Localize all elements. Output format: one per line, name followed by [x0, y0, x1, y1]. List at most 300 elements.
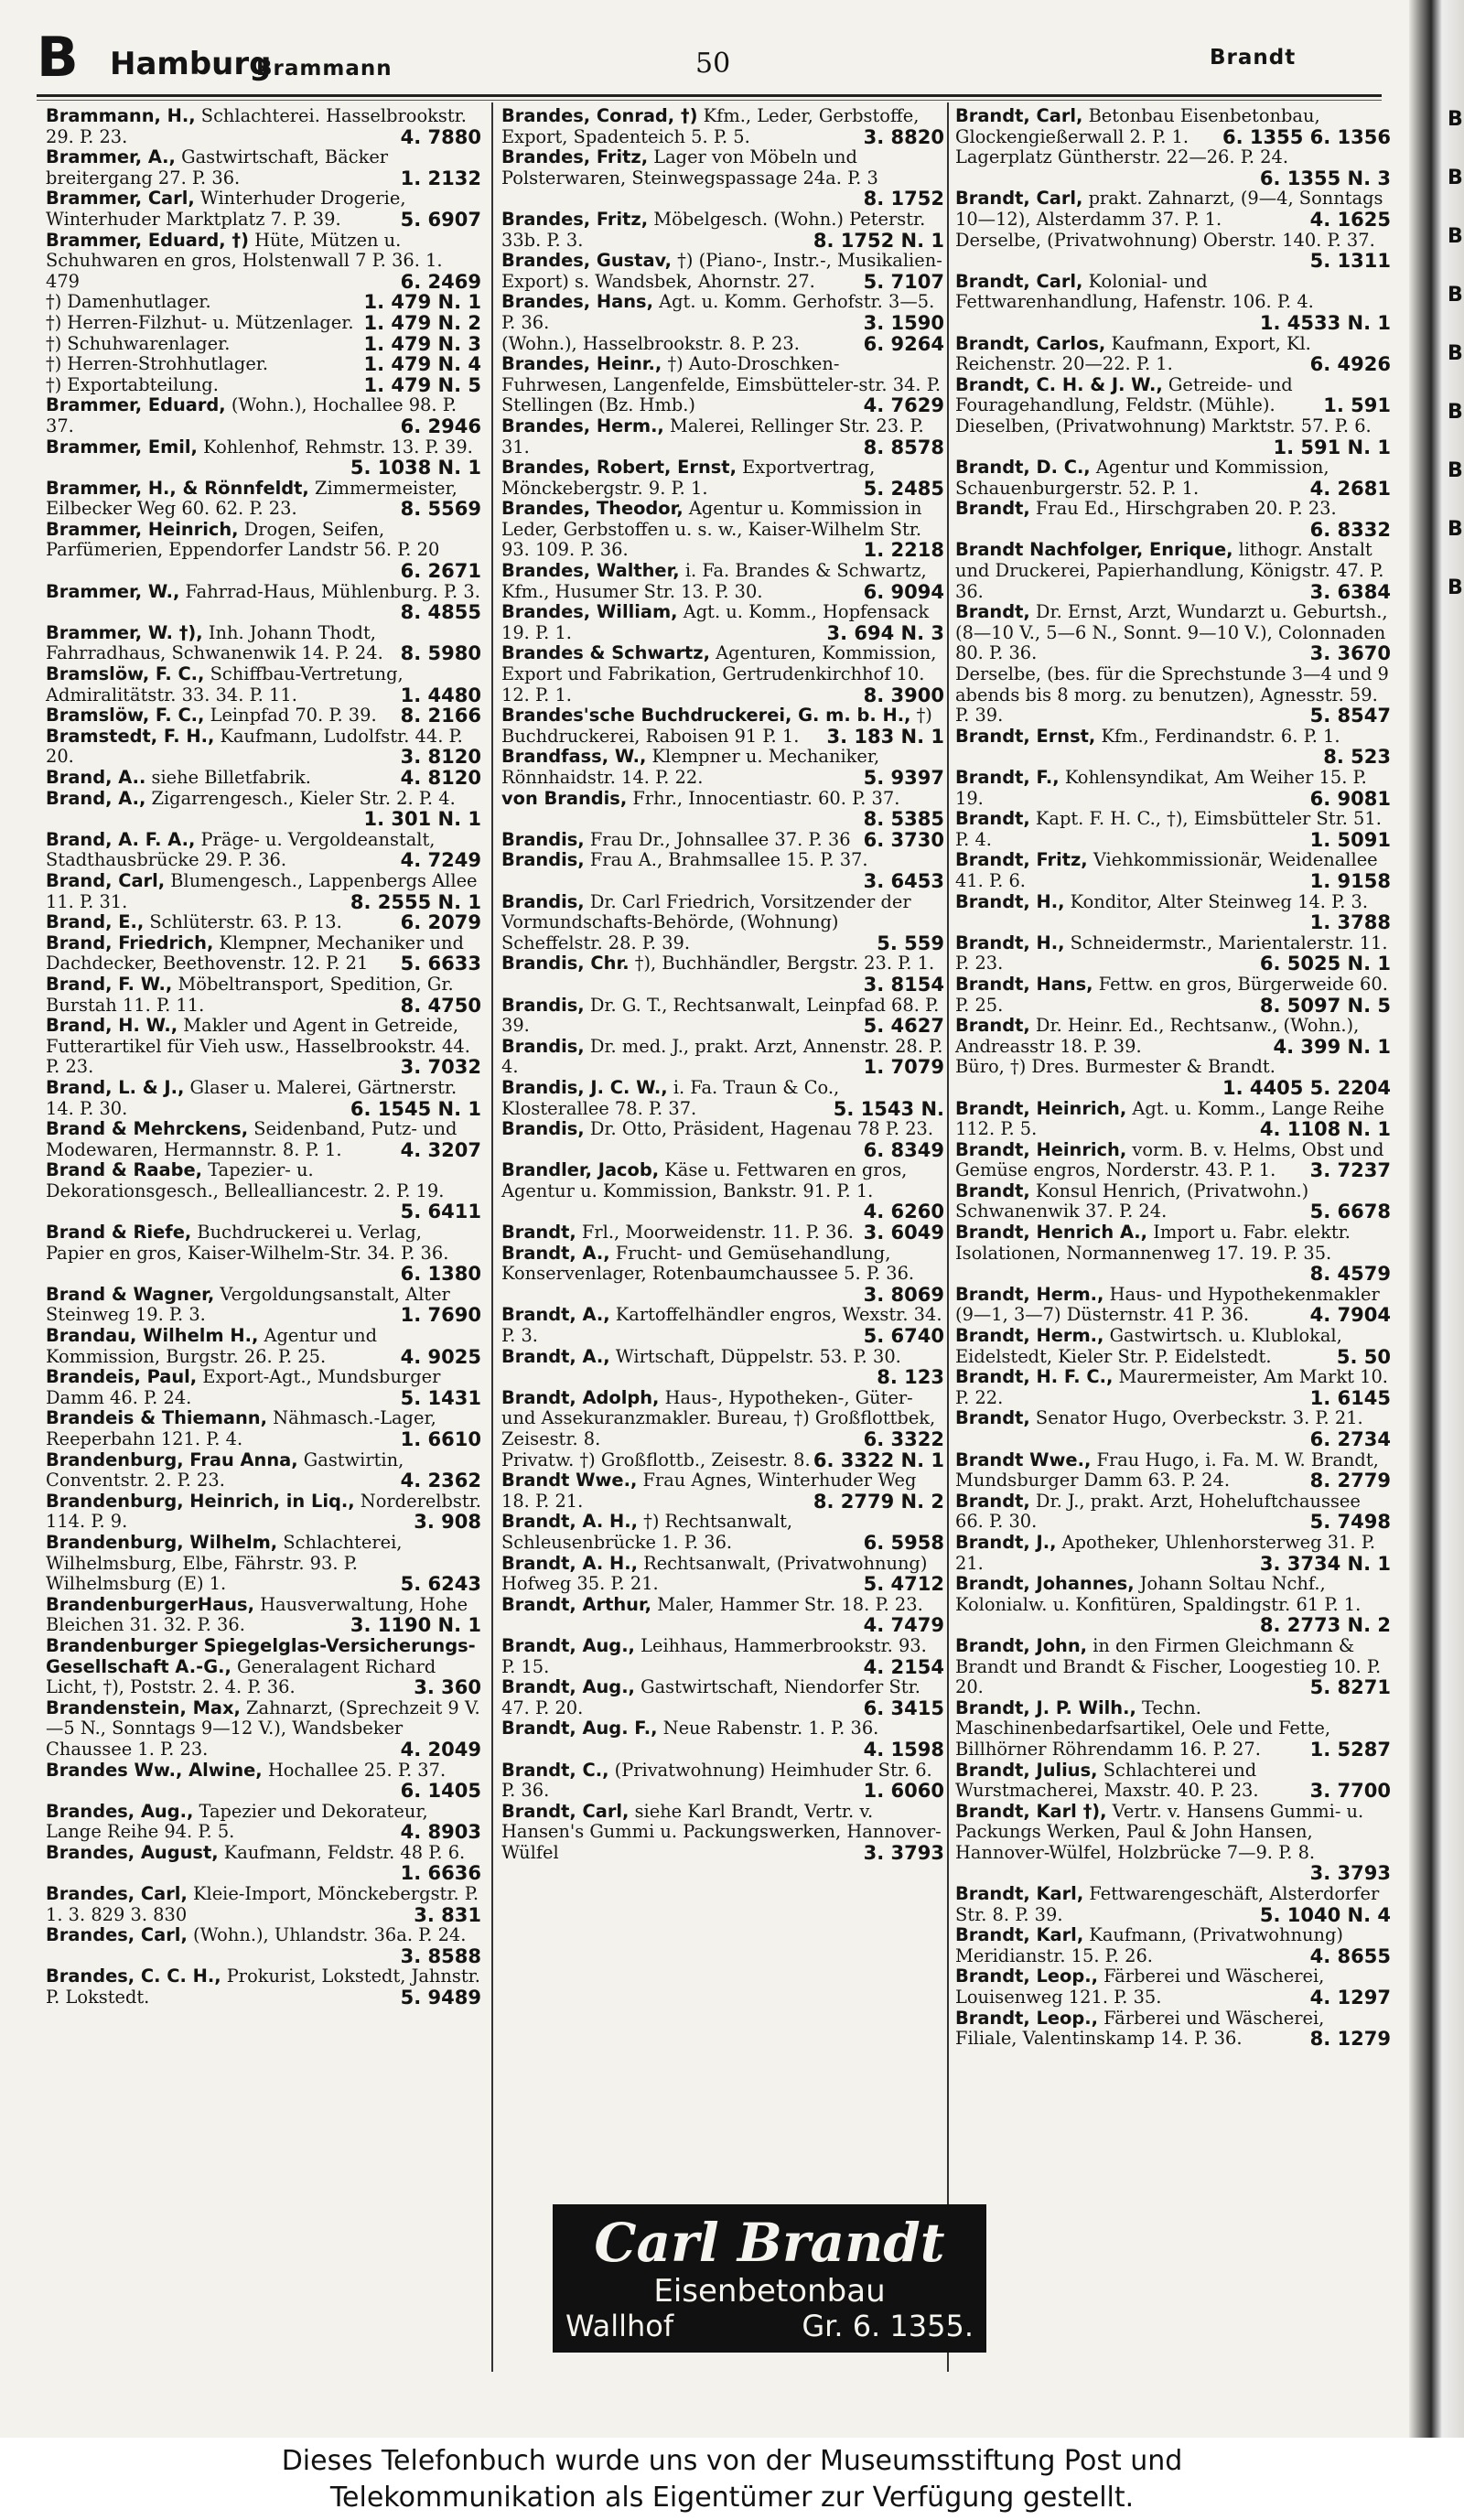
phone-number: 6. 3322 N. 1 [813, 1448, 944, 1471]
phone-number: 8. 2773 N. 2 [1259, 1614, 1391, 1637]
subscriber-name: Brandt, [501, 1222, 576, 1244]
phone-number: 8. 1279 [1309, 2028, 1391, 2051]
subscriber-name: Brand, H. W., [46, 1015, 178, 1037]
subscriber-name: Brandt, H. F. C., [955, 1366, 1114, 1388]
subscriber-details: i. Fa. Traun & Co., Klosterallee 78. P. 37. [501, 1076, 840, 1119]
directory-entry [46, 1119, 481, 1160]
directory-entry [46, 313, 481, 334]
subscriber-name: Brandt, A. H., [501, 1511, 638, 1533]
advertisement-company: Carl Brandt [594, 2212, 945, 2274]
phone-number: 1. 6610 [400, 1428, 481, 1450]
phone-number: 3. 1190 N. 1 [350, 1614, 481, 1637]
subscriber-name: Brandes, Fritz, [501, 146, 649, 168]
subscriber-name: Brandes, Aug., [46, 1800, 194, 1822]
phone-number: 1. 9158 [1309, 869, 1391, 892]
subscriber-details: Fettw. en gros, Bürgerweide 60. P. 25. [955, 973, 1388, 1016]
subscriber-name: BrandenburgerHaus, [46, 1593, 254, 1615]
subscriber-name: Brandeis & Thiemann, [46, 1407, 267, 1429]
phone-number: 4. 7629 [863, 394, 944, 417]
subscriber-details: Privatw. †) Großflottb., Zeisestr. 8. [501, 1448, 811, 1470]
phone-number: 3. 3734 N. 1 [1259, 1552, 1391, 1575]
subscriber-details: Gastwirtin, Conventstr. 2. P. 23. [46, 1448, 404, 1492]
subscriber-details: Agentur und Kommission, Schauenburgerstr. 52. P. 1. [955, 457, 1329, 499]
subscriber-name: Brandt Nachfolger, Enrique, [955, 539, 1233, 561]
phone-number: 8. 4579 [1309, 1263, 1391, 1286]
phone-number: 6. 5958 [863, 1531, 944, 1554]
subscriber-name: Brandt, Aug., [501, 1634, 635, 1656]
phone-number: 1. 3788 [1309, 911, 1391, 934]
directory-entry [46, 623, 481, 664]
subscriber-details: Winterhuder Drogerie, Winterhuder Marktplatz 7. P. 39. [46, 188, 406, 230]
phone-number: 5. 6411 [400, 1201, 481, 1223]
subscriber-details: Frhr., Innocentiastr. 60. P. 37. [632, 787, 900, 809]
phone-number: 8. 5385 [863, 808, 944, 831]
subscriber-details: Agentur und Kommission, Burgstr. 26. P. 25. [46, 1325, 377, 1367]
phone-number: 5. 9489 [400, 1987, 481, 2009]
subscriber-name: Brandt, [955, 1490, 1030, 1512]
subscriber-name: Brandt, [955, 808, 1030, 830]
subscriber-name: Brandis, [501, 1118, 585, 1140]
subscriber-details: Möbelgesch. (Wohn.) Peterstr. 33b. P. 3. [501, 208, 926, 251]
subscriber-name: Brandis, [501, 849, 585, 871]
subscriber-name: Brandes, Gustav, [501, 250, 672, 272]
subscriber-name: Brandes, Conrad, †) [501, 105, 698, 126]
subscriber-details: Schlachterei und Wurstmacherei, Maxstr. 40. P. 23. [955, 1759, 1259, 1802]
subscriber-details: Gastwirtschaft, Bäcker breitergang 27. P. 36. [46, 146, 389, 188]
edge-letter: B [1448, 284, 1463, 307]
subscriber-name: Brammer, H., & Rönnfeldt, [46, 477, 309, 499]
subscriber-name: Brandt, Carl, [955, 105, 1083, 126]
edge-letter: B [1448, 225, 1463, 248]
directory-entry [501, 1388, 944, 1450]
subscriber-name: Brandt, Johannes, [955, 1573, 1135, 1595]
subscriber-name: Brandt, Ernst, [955, 725, 1096, 747]
directory-entry [955, 768, 1391, 809]
phone-number: 8. 4750 [400, 994, 481, 1017]
subscriber-name: Brandt Wwe., [955, 1448, 1092, 1470]
subscriber-name: Brand, A., [46, 787, 146, 809]
subscriber-name: Bramslöw, F. C., [46, 663, 205, 685]
phone-number: 4. 399 N. 1 [1273, 1035, 1391, 1058]
subscriber-name: Brandt, Julius, [955, 1759, 1098, 1781]
subscriber-name: Brandes Ww., Alwine, [46, 1759, 263, 1781]
phone-number: 1. 479 N. 4 [363, 353, 481, 376]
subscriber-name: Brandeis, Paul, [46, 1366, 198, 1388]
phone-number: 6. 1355 6. 1356 [1222, 125, 1391, 148]
subscriber-name: Brandes'sche Buchdruckerei, G. m. b. H., [501, 705, 911, 727]
subscriber-details: Frau Hugo, i. Fa. M. W. Brandt, Mundsburger Damm 63. P. 24. [955, 1448, 1379, 1492]
subscriber-details: Buchdruckerei u. Verlag, Papier en gros, Kaiser-Wilhelm-Str. 34. P. 36. [46, 1222, 449, 1264]
subscriber-details: Frau Agnes, Winterhuder Weg 18. P. 21. [501, 1470, 917, 1512]
directory-entry [955, 933, 1391, 975]
subscriber-details: (Wohn.), Hasselbrookstr. 8. P. 23. [501, 332, 800, 354]
phone-number: 4. 1108 N. 1 [1259, 1118, 1391, 1141]
directory-entry [955, 1285, 1391, 1326]
directory-entry [46, 395, 481, 436]
subscriber-name: Brandt, Fritz, [955, 849, 1088, 871]
directory-entry [46, 231, 481, 293]
directory-entry [501, 1595, 944, 1636]
subscriber-details: †) Auto-Droschken-Fuhrwesen, Langenfelde, Eimsbütteler-str. 34. P. Stellingen (Bz. Hmb.) [501, 353, 942, 416]
subscriber-details: lithogr. Anstalt und Druckerei, Papierhandlung, Königstr. 47. P. 36. [955, 539, 1384, 602]
directory-entry [46, 1802, 481, 1843]
directory-entry [955, 416, 1391, 458]
edge-letter: B [1448, 576, 1463, 599]
subscriber-name: Brandt, Heinrich, [955, 1097, 1127, 1119]
subscriber-name: Brandes, Carl, [46, 1924, 188, 1946]
directory-entry [955, 975, 1391, 1016]
directory-entry [501, 830, 944, 851]
subscriber-name: Brandenburg, Wilhelm, [46, 1531, 278, 1553]
subscriber-details: Klempner u. Mechaniker, Rönnhaidstr. 14. P. 22. [501, 746, 880, 788]
subscriber-name: Brammer, Eduard, †) [46, 229, 249, 251]
directory-entry [46, 520, 481, 582]
subscriber-name: Brand & Mehrckens, [46, 1118, 249, 1140]
directory-entry [501, 1119, 944, 1160]
subscriber-name: Brandt, [955, 1179, 1030, 1201]
phone-number: 6. 9094 [863, 580, 944, 603]
advertisement-place: Wallhof [565, 2309, 674, 2343]
subscriber-name: von Brandis, [501, 787, 628, 809]
directory-entry [955, 147, 1391, 188]
phone-number: 5. 6633 [400, 953, 481, 975]
directory-entry [501, 953, 944, 995]
subscriber-name: Brand, Friedrich, [46, 932, 214, 953]
directory-entry [46, 1636, 481, 1698]
subscriber-name: Brandt, Herm., [955, 1325, 1104, 1347]
subscriber-details: Lager von Möbeln und Polsterwaren, Steinwegspassage 24a. P. 3 [501, 146, 878, 188]
directory-entry [955, 1574, 1391, 1636]
subscriber-details: Import u. Fabr. elektr. Isolationen, Normannenweg 17. 19. P. 35. [955, 1222, 1351, 1264]
phone-number: 5. 7498 [1309, 1511, 1391, 1534]
subscriber-name: Brandenstein, Max, [46, 1696, 241, 1718]
directory-entry [46, 1160, 481, 1222]
subscriber-name: Brandt, F., [955, 767, 1060, 788]
subscriber-details: Kaufmann, Feldstr. 48 P. 6. [223, 1841, 466, 1863]
subscriber-details: Generalagent Richard Licht, †), Poststr. 2. 4. P. 36. [46, 1655, 436, 1698]
phone-number: 6. 1380 [400, 1263, 481, 1286]
subscriber-details: Glaser u. Malerei, Gärtnerstr. 14. P. 30. [46, 1076, 458, 1119]
subscriber-details: Schlüterstr. 63. P. 13. [149, 911, 342, 933]
subscriber-details: Färberei und Wäscherei, Filiale, Valentinskamp 14. P. 36. [955, 2007, 1325, 2050]
directory-entry [501, 602, 944, 643]
phone-number: 6. 2079 [400, 911, 481, 934]
subscriber-details: Norderelbstr. 114. P. 9. [46, 1490, 481, 1533]
subscriber-details: Apotheker, Uhlenhorsterweg 31. P. 21. [955, 1531, 1376, 1574]
subscriber-details: Schlachterei, Wilhelmsburg, Elbe, Fährstr. 93. P. Wilhelmsburg (E) 1. [46, 1531, 403, 1595]
directory-entry [955, 1016, 1391, 1057]
subscriber-details: Dr. Otto, Präsident, Hagenau 78 P. 23. [589, 1118, 934, 1140]
directory-entry [955, 602, 1391, 664]
phone-number: 6. 1405 [400, 1780, 481, 1803]
directory-entry [955, 1326, 1391, 1367]
edge-letter: B [1448, 518, 1463, 541]
subscriber-name: Brandt, Leop., [955, 2007, 1098, 2029]
directory-entry [46, 188, 481, 230]
phone-number: 3. 3793 [1309, 1862, 1391, 1885]
directory-entry [955, 1492, 1391, 1533]
subscriber-name: Brandt, Hans, [955, 973, 1093, 995]
subscriber-name: Brand & Raabe, [46, 1159, 203, 1181]
subscriber-details: Schiffbau-Vertretung, Admiralitätstr. 33. 34. P. 11. [46, 663, 404, 705]
subscriber-name: Brandt, Henrich A., [955, 1222, 1148, 1244]
directory-entry [46, 830, 481, 871]
subscriber-name: Brandt, John, [955, 1634, 1088, 1656]
subscriber-name: Brand & Riefe, [46, 1222, 192, 1244]
directory-entry [501, 251, 944, 292]
phone-number: 8. 2779 N. 2 [813, 1490, 944, 1513]
subscriber-details: Kohlensyndikat, Am Weiher 15. P. 19. [955, 767, 1367, 809]
directory-column-3 [955, 106, 1391, 2050]
phone-number: 5. 2485 [863, 477, 944, 500]
section-letter: B [37, 26, 79, 90]
phone-number: 1. 301 N. 1 [363, 808, 481, 831]
subscriber-name: Brandes, Walther, [501, 560, 680, 582]
subscriber-name: Brandt, H., [955, 890, 1065, 912]
subscriber-details: Viehkommissionär, Weidenallee 41. P. 6. [955, 849, 1378, 891]
subscriber-name: Brand, E., [46, 911, 145, 933]
phone-number: 3. 7032 [400, 1056, 481, 1079]
subscriber-name: Brammer, Eduard, [46, 394, 226, 416]
subscriber-name: Brandis, [501, 828, 585, 850]
column-divider [947, 102, 949, 2372]
phone-number: 4. 1625 [1309, 208, 1391, 231]
directory-entry [955, 1367, 1391, 1408]
subscriber-details: Getreide- und Fouragehandlung, Feldstr. (Mühle). [955, 373, 1293, 416]
subscriber-name: Bramstedt, F. H., [46, 725, 215, 747]
directory-entry [46, 727, 481, 768]
subscriber-details: Inh. Johann Thodt, Fahrradhaus, Schwanenwik 14. P. 24. [46, 621, 383, 664]
directory-entry [501, 106, 944, 147]
directory-entry [501, 147, 944, 210]
subscriber-name: Brandes & Schwartz, [501, 642, 710, 664]
phone-number: 8. 5569 [400, 498, 481, 521]
directory-entry [501, 210, 944, 251]
directory-entry [501, 1512, 944, 1553]
subscriber-name: Brand, L. & J., [46, 1076, 185, 1098]
subscriber-name: Brandt, Aug. F., [501, 1718, 658, 1739]
subscriber-name: Brandes, Carl, [46, 1883, 188, 1905]
phone-number: 6. 1545 N. 1 [350, 1097, 481, 1120]
directory-entry [46, 1408, 481, 1449]
directory-entry [501, 1470, 944, 1512]
range-end: Brandt [1210, 46, 1297, 70]
phone-number: 5. 4712 [863, 1573, 944, 1596]
subscriber-details: Dr. Heinr. Ed., Rechtsanw., (Wohn.), Andreasstr 18. P. 39. [955, 1015, 1360, 1057]
phone-number: 3. 3793 [863, 1841, 944, 1864]
subscriber-details: Agentur u. Kommission in Leder, Gerbstoffen u. s. w., Kaiser-Wilhelm Str. 93. 109. P. 36. [501, 498, 922, 561]
subscriber-name: Brandt, Arthur, [501, 1593, 652, 1615]
subscriber-name: Brandt, Carl, [501, 1800, 630, 1822]
subscriber-details: Hausverwaltung, Hohe Bleichen 31. 32. P. 36. [46, 1593, 468, 1636]
directory-entry [46, 789, 481, 830]
subscriber-details: †) (Piano-, Instr.-, Musikalien-Export) s. Wandsbek, Ahornstr. 27. [501, 250, 942, 292]
directory-entry [955, 375, 1391, 416]
subscriber-name: Brandis, [501, 994, 585, 1016]
subscriber-details: Klempner, Mechaniker und Dachdecker, Beethovenstr. 12. P. 21 [46, 932, 464, 975]
phone-number: 1. 591 [1323, 394, 1391, 417]
directory-entry [955, 1408, 1391, 1449]
directory-entry [501, 1037, 944, 1078]
directory-entry [501, 1677, 944, 1718]
phone-number: 3. 360 [414, 1676, 481, 1699]
phone-number: 8. 1752 N. 1 [813, 229, 944, 252]
phone-number: 4. 7479 [863, 1614, 944, 1637]
subscriber-details: †) Damenhutlager. [46, 291, 211, 313]
directory-entry [955, 1925, 1391, 1966]
subscriber-details: Büro, †) Dres. Burmester & Brandt. [955, 1056, 1276, 1078]
directory-column-1 [46, 106, 481, 2008]
subscriber-name: Bramslöw, F. C., [46, 705, 205, 727]
subscriber-name: Brand & Wagner, [46, 1283, 215, 1305]
phone-number: 8. 5980 [400, 642, 481, 665]
phone-number: 3. 183 N. 1 [826, 725, 944, 748]
edge-letter: B [1448, 167, 1463, 189]
subscriber-details: Frau Dr., Johnsallee 37. P. 36 [589, 828, 851, 850]
subscriber-name: Brandt, [955, 601, 1030, 623]
range-start: Brammann [256, 57, 393, 81]
subscriber-details: Hochallee 25. P. 37. [267, 1759, 447, 1781]
subscriber-details: Frl., Moorweidenstr. 11. P. 36. [581, 1222, 854, 1244]
directory-entry [46, 1326, 481, 1367]
phone-number: 1. 5287 [1309, 1738, 1391, 1761]
subscriber-details: (Privatwohnung) Heimhuder Str. 6. P. 36. [501, 1759, 932, 1802]
subscriber-details: in den Firmen Gleichmann & Brandt und Brandt & Fischer, Loogestieg 10. P. 20. [955, 1634, 1382, 1698]
directory-entry [955, 231, 1391, 272]
phone-number: 3. 8154 [863, 973, 944, 996]
column-divider [491, 102, 493, 2372]
subscriber-name: Brandis, Chr. [501, 953, 630, 975]
subscriber-name: Brandes, Robert, Ernst, [501, 457, 737, 479]
subscriber-details: Dieselben, (Privatwohnung) Marktstr. 57. P. 6. [955, 415, 1372, 436]
phone-number: 8. 2166 [400, 705, 481, 727]
phone-number: 6. 8349 [863, 1138, 944, 1161]
directory-entry [955, 1181, 1391, 1222]
phone-number: 6. 8332 [1309, 518, 1391, 541]
phone-number: 3. 6049 [863, 1222, 944, 1244]
phone-number: 1. 7079 [863, 1056, 944, 1079]
subscriber-name: Brandt, D. C., [955, 457, 1091, 479]
advertisement-contact [553, 2309, 986, 2343]
subscriber-name: Brand, Carl, [46, 869, 166, 891]
directory-entry [955, 540, 1391, 602]
phone-number: 8. 8578 [863, 436, 944, 458]
subscriber-details: †) Buchdruckerei, Raboisen 91 P. 1. [501, 705, 932, 747]
subscriber-details: Dr. med. J., prakt. Arzt, Annenstr. 28. P. 4. [501, 1035, 943, 1078]
subscriber-name: Brandes, C. C. H., [46, 1965, 221, 1987]
phone-number: 1. 479 N. 5 [363, 373, 481, 396]
directory-entry [501, 705, 944, 747]
directory-entry [501, 1718, 944, 1760]
phone-number: 6. 3415 [863, 1696, 944, 1719]
subscriber-name: Brandt, [955, 1015, 1030, 1037]
subscriber-name: Brandt, Carlos, [955, 332, 1106, 354]
directory-entry [46, 479, 481, 520]
subscriber-details: Präge- u. Vergoldeanstalt, Stadthausbrücke 29. P. 36. [46, 828, 436, 871]
phone-number: 1. 479 N. 1 [363, 291, 481, 314]
subscriber-details: (Wohn.), Uhlandstr. 36a. P. 24. [193, 1924, 467, 1946]
phone-number: 6. 1355 N. 3 [1259, 167, 1391, 189]
directory-entry [46, 975, 481, 1016]
phone-number: 3. 694 N. 3 [826, 621, 944, 644]
subscriber-name: Brandes, Hans, [501, 291, 653, 313]
phone-number: 6. 2734 [1309, 1428, 1391, 1450]
header-rule-thin [37, 100, 1382, 101]
phone-number: 1. 479 N. 3 [363, 332, 481, 355]
subscriber-details: Frau A., Brahmsallee 15. P. 37. [589, 849, 868, 871]
directory-entry [46, 106, 481, 147]
directory-entry [501, 334, 944, 355]
subscriber-details: siehe Karl Brandt, Vertr. v. Hansen's Gummi u. Packungswerken, Hannover-Wülfel [501, 1800, 942, 1863]
directory-entry [46, 334, 481, 355]
subscriber-name: Brandt, A., [501, 1345, 610, 1367]
phone-number: 5. 6243 [400, 1573, 481, 1596]
directory-entry [46, 582, 481, 623]
subscriber-details: Dr. J., prakt. Arzt, Hoheluftchaussee 66. P. 30. [955, 1490, 1361, 1533]
subscriber-name: Brandt, Heinrich, [955, 1138, 1127, 1160]
phone-number: 4. 8655 [1309, 1944, 1391, 1967]
directory-entry [46, 1698, 481, 1761]
subscriber-details: Vertr. v. Hansens Gummi- u. Packungs Werken, Paul & John Hansen, Hannover-Wülfel, Holzbrücke 7—9. P. 8. [955, 1800, 1364, 1863]
directory-entry [501, 499, 944, 561]
directory-entry [46, 354, 481, 375]
subscriber-details: Leihhaus, Hammerbrookstr. 93. P. 15. [501, 1634, 927, 1677]
subscriber-details: Dr. G. T., Rechtsanwalt, Leinpfad 68. P. 39. [501, 994, 940, 1037]
directory-entry [501, 789, 944, 830]
directory-entry [501, 1244, 944, 1306]
subscriber-name: Brandt, [955, 1407, 1030, 1429]
subscriber-details: Johann Soltau Nchf., Kolonialw. u. Konfitüren, Spaldingstr. 61 P. 1. [955, 1573, 1362, 1615]
phone-number: 5. 8271 [1309, 1676, 1391, 1699]
subscriber-name: Brammer, Carl, [46, 188, 195, 210]
subscriber-name: Brandes, Fritz, [501, 208, 649, 230]
subscriber-name: Brandau, Wilhelm H., [46, 1325, 259, 1347]
subscriber-details: Leinpfad 70. P. 39. [210, 705, 377, 727]
subscriber-name: Brandt, H., [955, 932, 1065, 953]
directory-entry [46, 1533, 481, 1595]
phone-number: 4. 6260 [863, 1201, 944, 1223]
phone-number: 4. 2049 [400, 1738, 481, 1761]
phone-number: 3. 8820 [863, 125, 944, 148]
subscriber-details: Käse u. Fettwaren en gros, Agentur u. Kommission, Bankstr. 91. P. 1. [501, 1159, 908, 1201]
subscriber-name: Brandfass, W., [501, 746, 647, 768]
directory-entry [46, 1367, 481, 1408]
phone-number: 5. 559 [877, 932, 944, 954]
phone-number: 5. 1311 [1309, 250, 1391, 273]
directory-entry [46, 375, 481, 396]
subscriber-details: Fahrrad-Haus, Mühlenburg. P. 3. [185, 580, 480, 602]
phone-number: 5. 1040 N. 4 [1259, 1903, 1391, 1926]
directory-entry [955, 1636, 1391, 1698]
directory-entry [46, 1595, 481, 1636]
directory-entry [501, 292, 944, 333]
phone-number: 6. 2469 [400, 270, 481, 293]
phone-number: 5. 50 [1336, 1345, 1391, 1368]
subscriber-name: Brandt, Adolph, [501, 1386, 660, 1408]
directory-entry [955, 727, 1391, 768]
phone-number: 3. 8120 [400, 746, 481, 769]
phone-number: 3. 831 [414, 1903, 481, 1926]
advertisement-box [553, 2204, 986, 2353]
subscriber-details: Gastwirtsch. u. Klublokal, Eidelstedt, Kieler Str. P. Eidelstedt. [955, 1325, 1342, 1367]
directory-entry [46, 147, 481, 188]
subscriber-details: Hüte, Mützen u. Schuhwaren en gros, Holstenwall 7 P. 36. 1. 479 [46, 229, 443, 292]
phone-number: 6. 3322 [863, 1428, 944, 1450]
subscriber-details: Kaufmann, Ludolfstr. 44. P. 20. [46, 725, 463, 768]
directory-entry [46, 1925, 481, 1966]
phone-number: 5. 6907 [400, 208, 481, 231]
phone-number: 5. 1038 N. 1 [350, 457, 481, 479]
